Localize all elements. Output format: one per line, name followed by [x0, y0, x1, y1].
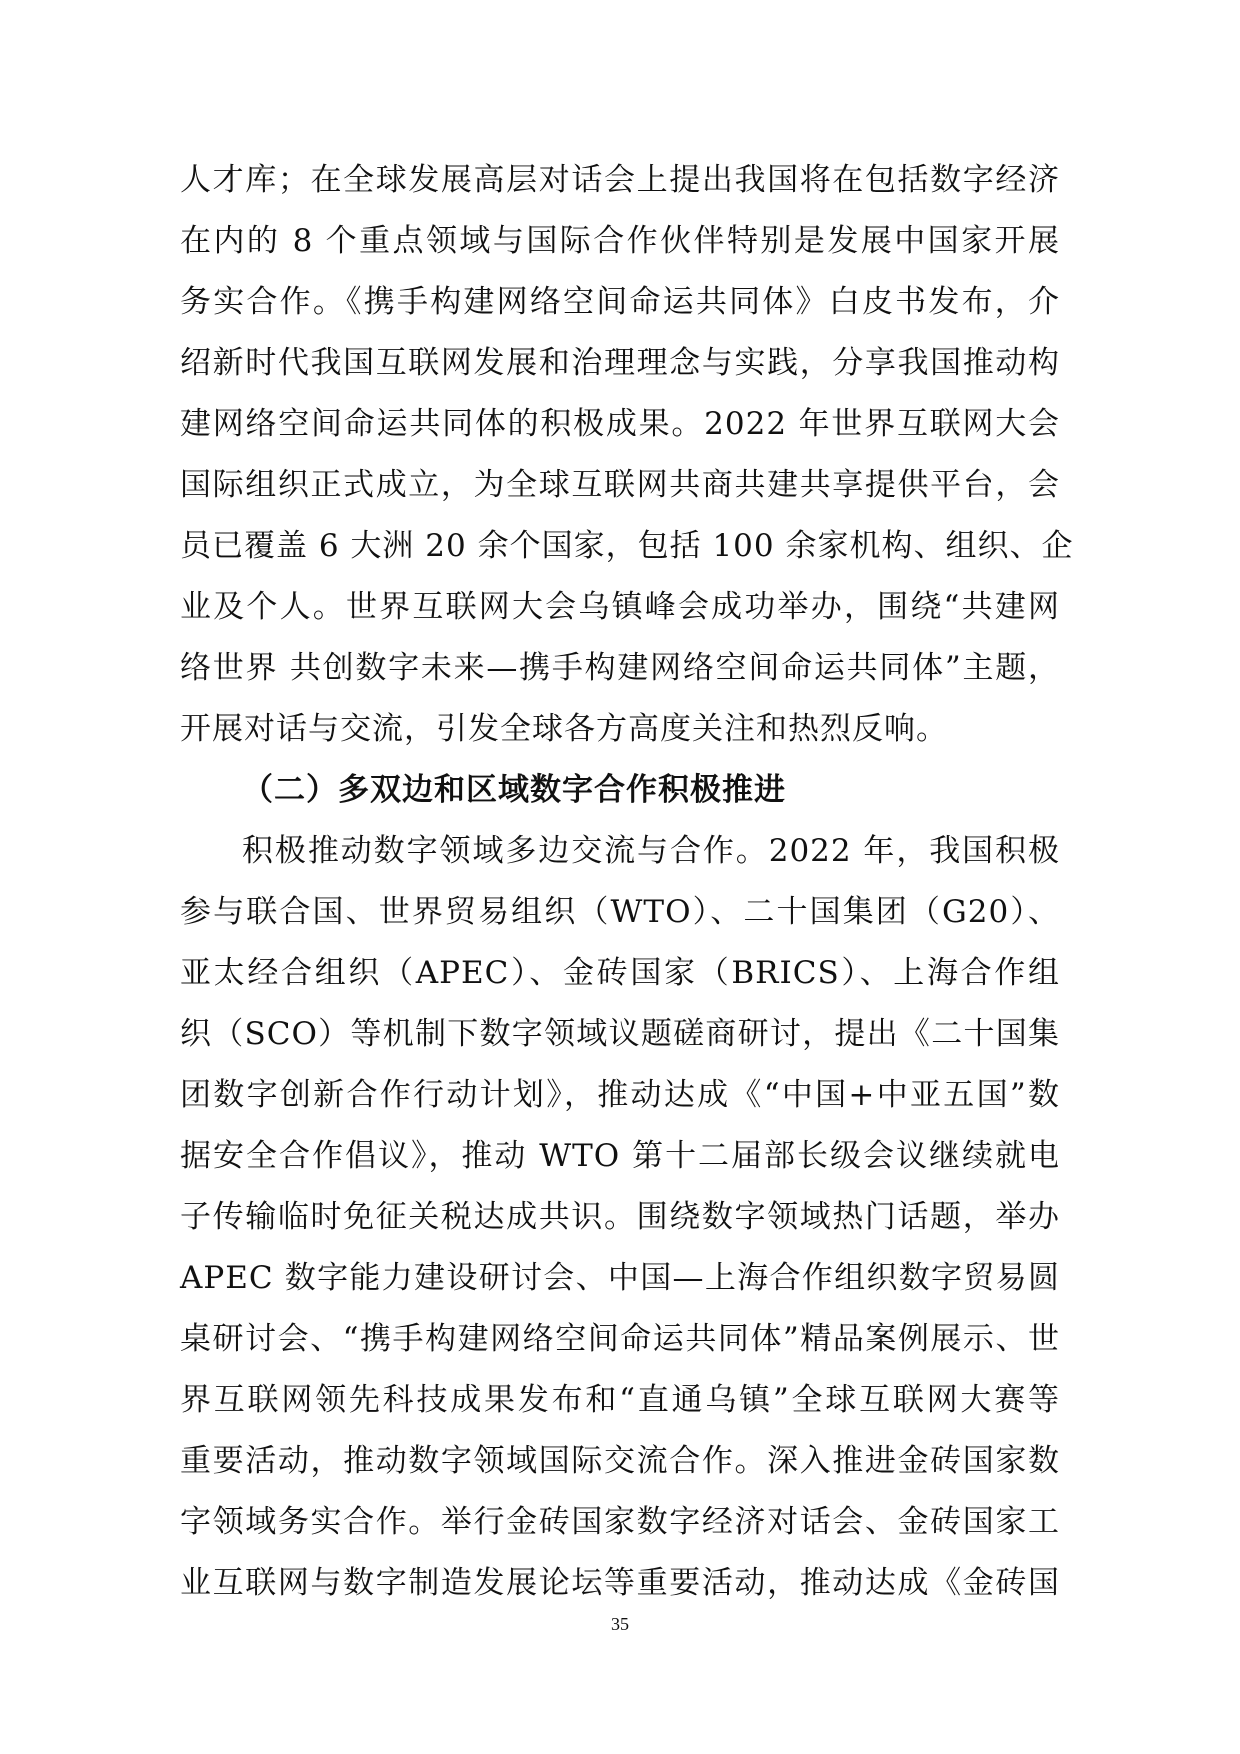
- paragraph-2-line: 字领域务实合作。举行金砖国家数字经济对话会、金砖国家工: [180, 1504, 1060, 1540]
- paragraph-1-line: 人才库；在全球发展高层对话会上提出我国将在包括数字经济: [180, 162, 1060, 198]
- paragraph-2-line: 重要活动，推动数字领域国际交流合作。深入推进金砖国家数: [180, 1443, 1060, 1479]
- paragraph-1-line: 业及个人。世界互联网大会乌镇峰会成功举办，围绕“共建网: [180, 589, 1060, 625]
- section-heading: （二）多双边和区域数字合作积极推进: [242, 772, 786, 808]
- paragraph-1-line: 务实合作。《携手构建网络空间命运共同体》白皮书发布，介: [180, 284, 1060, 320]
- paragraph-2-line: 织（SCO）等机制下数字领域议题磋商研讨，提出《二十国集: [180, 1016, 1060, 1052]
- paragraph-1-line: 建网络空间命运共同体的积极成果。2022 年世界互联网大会: [180, 406, 1060, 442]
- paragraph-1-line: 国际组织正式成立，为全球互联网共商共建共享提供平台，会: [180, 467, 1060, 503]
- paragraph-1-line: 员已覆盖 6 大洲 20 余个国家，包括 100 余家机构、组织、企: [180, 528, 1074, 564]
- body-text: [180, 150, 1074, 1614]
- paragraph-2-line: 团数字创新合作行动计划》，推动达成《“中国+中亚五国”数: [180, 1077, 1060, 1113]
- paragraph-2-line: 参与联合国、世界贸易组织（WTO）、二十国集团（G20）、: [180, 894, 1060, 930]
- page-number: 35: [611, 1614, 629, 1634]
- paragraph-2-line: 据安全合作倡议》，推动 WTO 第十二届部长级会议继续就电: [180, 1138, 1060, 1174]
- paragraph-1-line: 绍新时代我国互联网发展和治理理念与实践，分享我国推动构: [180, 345, 1060, 381]
- paragraph-2-line: 子传输临时免征关税达成共识。围绕数字领域热门话题，举办: [180, 1199, 1060, 1235]
- paragraph-2-line: 桌研讨会、“携手构建网络空间命运共同体”精品案例展示、世: [180, 1321, 1060, 1357]
- paragraph-2-line: 界互联网领先科技成果发布和“直通乌镇”全球互联网大赛等: [180, 1382, 1060, 1418]
- paragraph-2-line: 业互联网与数字制造发展论坛等重要活动，推动达成《金砖国: [180, 1565, 1060, 1601]
- paragraph-1-line: 络世界 共创数字未来—携手构建网络空间命运共同体”主题，: [180, 650, 1060, 686]
- paragraph-2-line: 积极推动数字领域多边交流与合作。2022 年，我国积极: [242, 833, 1060, 869]
- paragraph-2-line: 亚太经合组织（APEC）、金砖国家（BRICS）、上海合作组: [180, 955, 1060, 991]
- paragraph-1-line: 开展对话与交流，引发全球各方高度关注和热烈反响。: [180, 711, 948, 747]
- paragraph-2-line: APEC 数字能力建设研讨会、中国—上海合作组织数字贸易圆: [180, 1260, 1060, 1296]
- paragraph-1-line: 在内的 8 个重点领域与国际合作伙伴特别是发展中国家开展: [180, 223, 1060, 259]
